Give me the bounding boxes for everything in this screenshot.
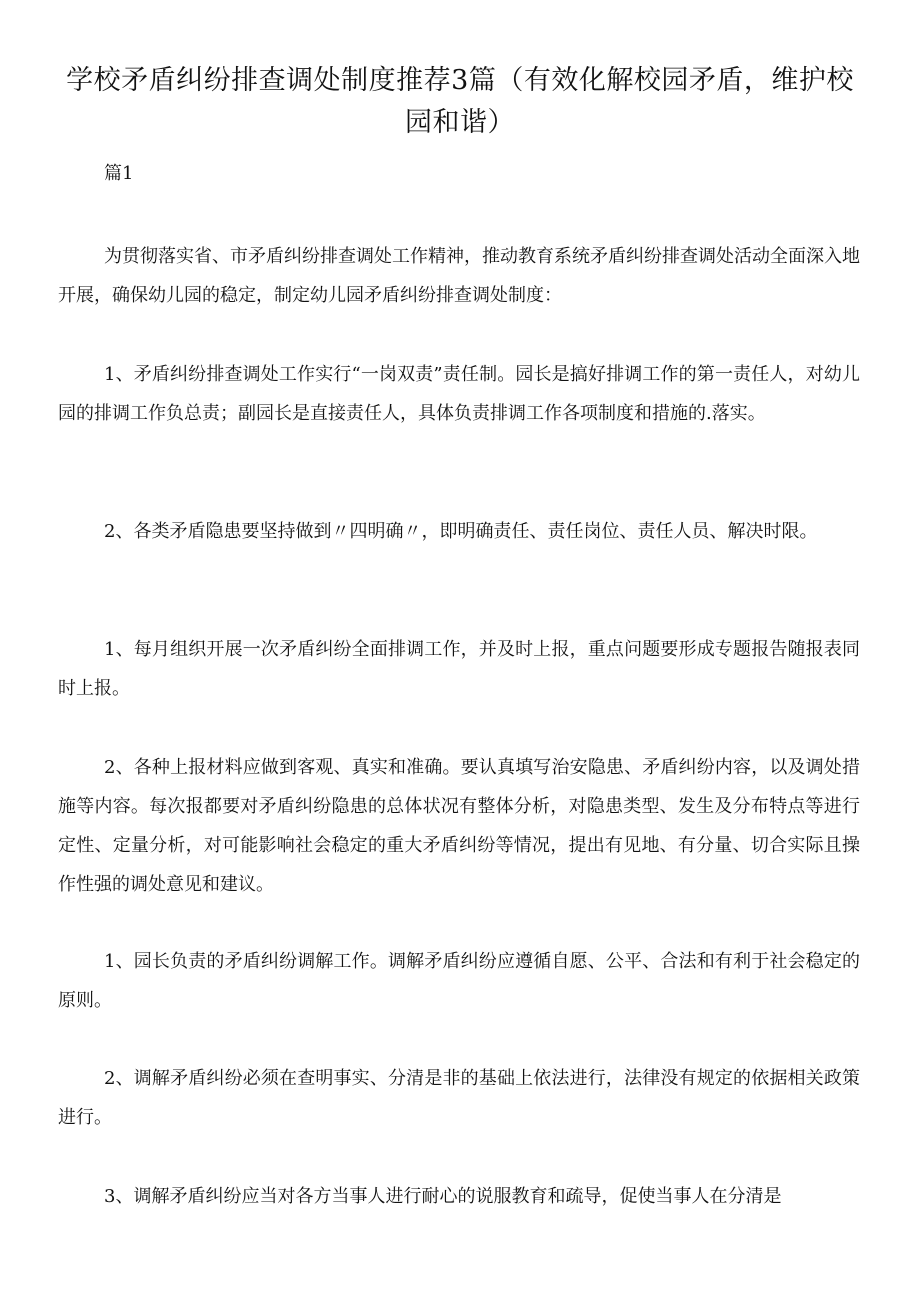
paragraph: 2、各类矛盾隐患要坚持做到〃四明确〃，即明确责任、责任岗位、责任人员、解决时限。 [104,521,818,542]
section-label: 篇1 [104,163,134,184]
paragraph: 2、调解矛盾纠纷必须在查明事实、分清是非的基础上依法进行，法律没有规定的依据相关政策进行。 [58,1068,860,1128]
document-title: 学校矛盾纠纷排查调处制度推荐3篇（有效化解校园矛盾，维护校园和谐） [66,65,854,138]
paragraph: 3、调解矛盾纠纷应当对各方当事人进行耐心的说服教育和疏导，促使当事人在分清是 [104,1186,782,1207]
paragraph: 1、矛盾纠纷排查调处工作实行“一岗双责”责任制。园长是搞好排调工作的第一责任人，对幼儿园的排调工作负总责；副园长是直接责任人，具体负责排调工作各项制度和措施的.落实。 [58,364,860,424]
paragraph: 为贯彻落实省、市矛盾纠纷排查调处工作精神，推动教育系统矛盾纠纷排查调处活动全面深入地开展，确保幼儿园的稳定，制定幼儿园矛盾纠纷排查调处制度： [58,246,860,306]
paragraph: 1、园长负责的矛盾纠纷调解工作。调解矛盾纠纷应遵循自愿、公平、合法和有利于社会稳定的原则。 [58,951,860,1011]
paragraph: 2、各种上报材料应做到客观、真实和准确。要认真填写治安隐患、矛盾纠纷内容，以及调处措施等内容。每次报都要对矛盾纠纷隐患的总体状况有整体分析，对隐患类型、发生及分布特点等进行定性、定量分析，对可能影响社会稳定的重大矛盾纠纷等情况，提出有见地、有分量、切合实际且操作性强的调处意见和建议。 [58,757,860,895]
paragraph: 1、每月组织开展一次矛盾纠纷全面排调工作，并及时上报，重点问题要形成专题报告随报表同时上报。 [58,639,860,699]
